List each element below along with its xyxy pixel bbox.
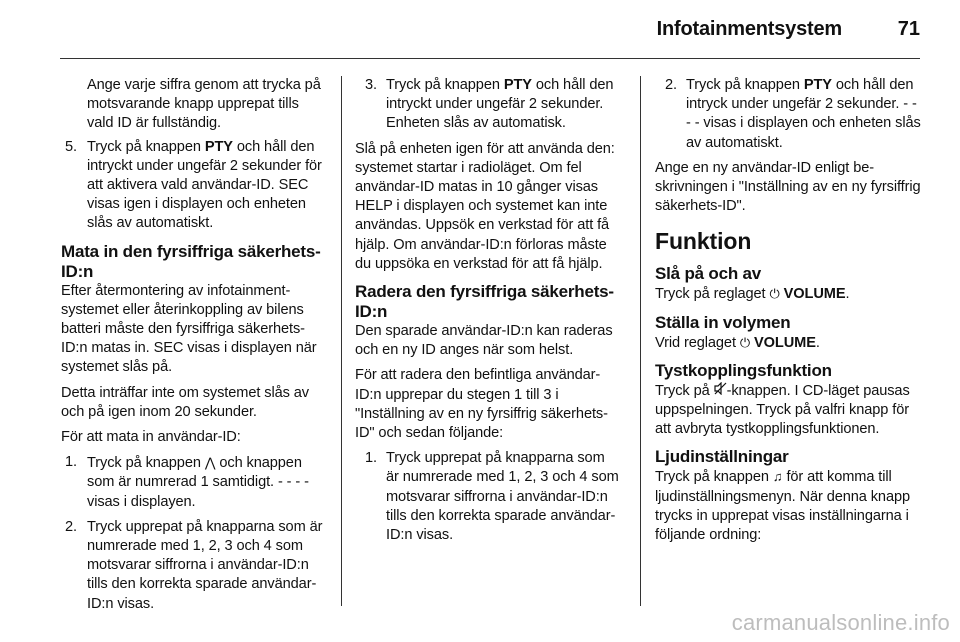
step-number: 2. — [65, 518, 77, 535]
column-divider — [640, 76, 641, 606]
step-1: 1. Tryck upprepat på knapparna som är numrerade med 1, 2, 3 och 4 som motsvarar siffrorna i användar-ID:n tills den korrekta sparade användar-ID:n visas. — [365, 450, 619, 544]
step-number: 1. — [65, 454, 77, 471]
heading-funktion: Funktion — [655, 228, 752, 255]
key-label: PTY — [204, 138, 233, 155]
heading-volym: Ställa in volymen — [655, 312, 791, 332]
step-number: 2. — [665, 77, 677, 93]
key-label: VOLUME — [754, 334, 816, 351]
heading-radera: Radera den fyrsiffriga säkerhets-ID:n — [355, 282, 614, 322]
paragraph: Vrid reglaget ⏻ VOLUME. — [655, 334, 820, 351]
paragraph: Tryck på -knappen. I CD-läget pausas uppspelningen. Tryck på valfri knapp för att avbryta tystkopplingsfunktionen. — [655, 382, 910, 438]
column-2 — [355, 76, 621, 551]
step-continuation: Ange varje siffra genom att trycka på motsvarande knapp upprepat tills vald ID är fullständig. — [87, 77, 321, 132]
paragraph: Ange en ny användar-ID enligt beskrivningen i "Inställning av en ny fyrsiffrig säkerhets-ID". — [655, 159, 921, 215]
page-number: 71 — [897, 18, 920, 40]
section-title: Infotainmentsystem — [656, 18, 842, 40]
column-divider — [341, 76, 342, 606]
step-2: 2. Tryck upprepat på knapparna som är numrerade med 1, 2, 3 och 4 som motsvarar siffrorna i användar-ID:n tills den korrekta sparade användar-ID:n visas. — [65, 518, 323, 612]
heading-sla-pa: Slå på och av — [655, 264, 762, 284]
paragraph: Den sparade användar-ID:n kan raderas och en ny ID anges när som helst. — [355, 323, 613, 359]
music-note-icon: ♫ — [772, 469, 783, 485]
step-3: 3. Tryck på knappen PTY och håll den intryckt under ungefär 2 sekunder. Enheten slås av automatisk. — [365, 77, 614, 132]
step-5: 5. Tryck på knappen PTY och håll den intryckt under ungefär 2 sekunder för att aktivera vald användar-ID. SEC visas igen i displayen och enheten slås av automatiskt. — [65, 138, 322, 232]
key-label: PTY — [503, 77, 532, 93]
paragraph: För att radera den befintliga användar-ID:n upprepar du stegen 1 till 3 i "Inställning av en ny fyrsiffrig säkerhets-ID" och sedan följande: — [355, 367, 608, 442]
watermark: carmanualsonline.info — [731, 610, 950, 635]
mute-icon — [714, 383, 727, 398]
paragraph: För att mata in användar-ID: — [61, 429, 241, 446]
step-1: 1. Tryck på knappen ⋀ och knappen som är numrerad 1 samtidigt. - - - - visas i displayen. — [65, 454, 309, 510]
step-number: 3. — [365, 77, 377, 93]
key-label: VOLUME — [783, 286, 846, 303]
power-icon: ⏻ — [739, 334, 751, 350]
heading-tystkoppling: Tystkopplingsfunktion — [655, 360, 832, 380]
paragraph: Slå på enheten igen för att använda den: systemet startar i radioläget. Om fel användar-ID matas in 10 gånger visas HELP i displayen och systemet kan inte användas. Uppsök en verkstad för att få hjälp. Om användar-ID:n förloras måste du uppsöka en verkstad för att få hjälp. — [355, 140, 615, 272]
up-arrow-icon: ⋀ — [204, 455, 216, 471]
heading-ljud: Ljudinställningar — [655, 447, 789, 467]
paragraph: Tryck på reglaget ⏻ VOLUME. — [655, 286, 850, 303]
column-1 — [61, 76, 327, 620]
paragraph: Detta inträffar inte om systemet slås av och på igen inom 20 sekunder. — [61, 384, 309, 420]
power-icon: ⏻ — [769, 286, 780, 302]
paragraph: Tryck på knappen ♫ för att komma till ljudinställningsmenyn. När denna knapp trycks in upprepat visas inställningarna i följande ordning: — [655, 469, 910, 544]
step-2: 2. Tryck på knappen PTY och håll den intryck under ungefär 2 sekunder. - - - - visas i displayen och enheten slås av automatiskt. — [665, 77, 921, 151]
page-header — [0, 0, 960, 60]
header-rule — [60, 58, 920, 59]
heading-mata-in: Mata in den fyrsiffriga säkerhets-ID:n — [61, 241, 321, 281]
step-number: 1. — [365, 450, 377, 467]
paragraph: Efter återmontering av infotainmentsystemet eller återinkoppling av bilens batteri måste den fyrsiffriga säkerhets-ID:n matas in. SEC visas i displayen när systemet slås på. — [61, 282, 317, 376]
key-label: PTY — [803, 77, 832, 93]
column-3 — [655, 76, 921, 551]
step-number: 5. — [65, 138, 77, 155]
